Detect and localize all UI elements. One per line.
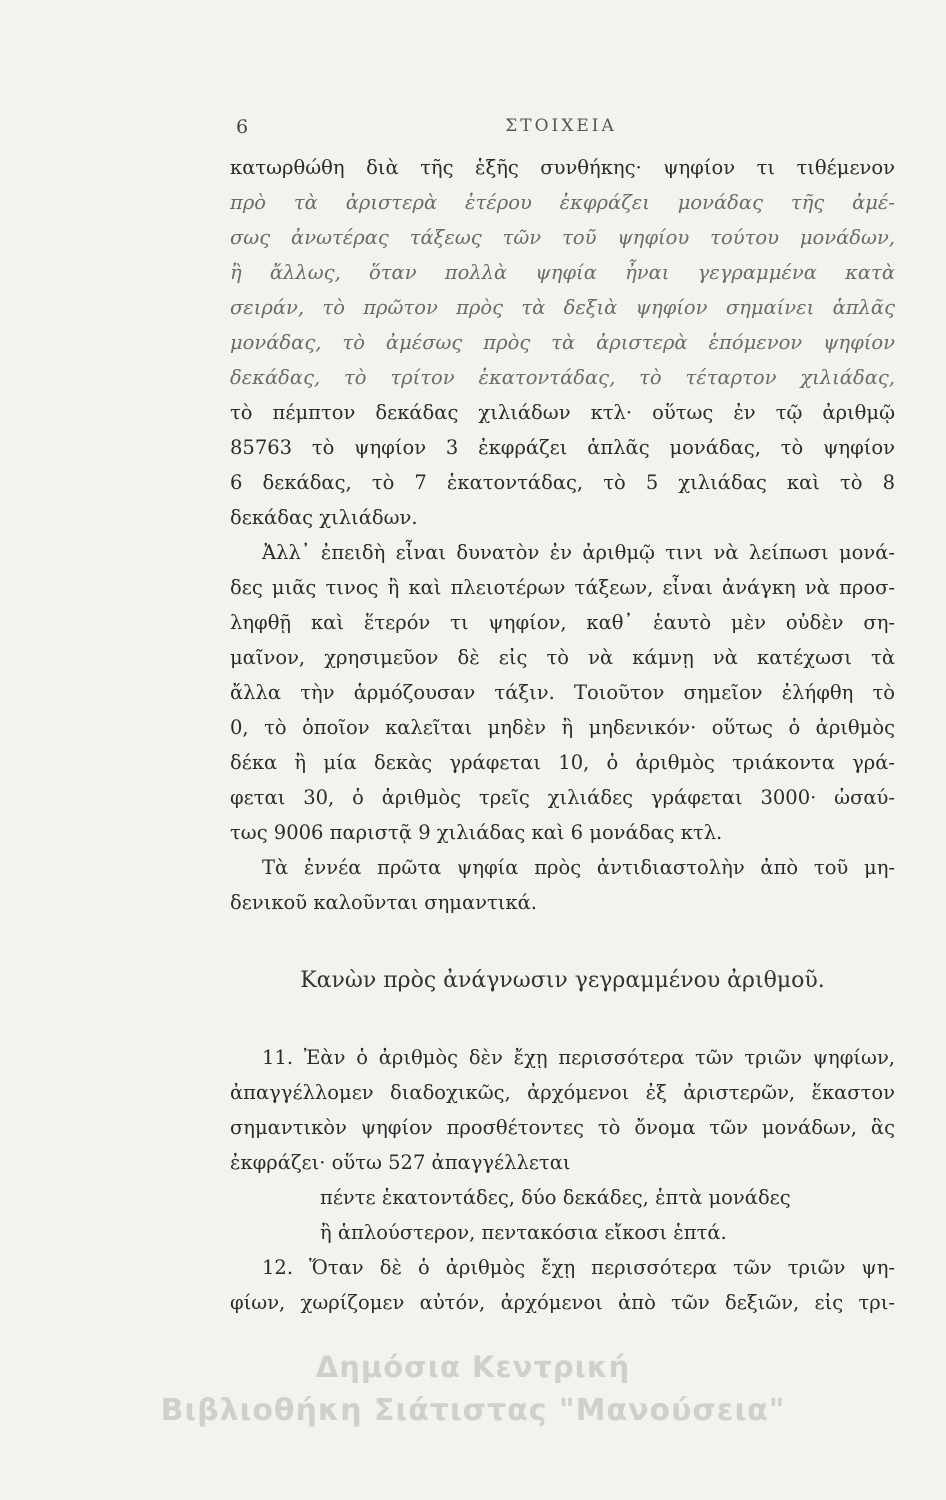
example-line: πέντε ἑκατοντάδες, δύο δεκάδες, ἑπτὰ μονάδες <box>320 1186 791 1209</box>
text-line: φίων, χωρίζομεν αὐτόν, ἀρχόμενοι ἀπὸ τῶν δεξιῶν, εἰς τρι- <box>230 1291 895 1314</box>
text-line: δεκάδας, τὸ τρίτον ἑκατοντάδας, τὸ τέταρτον χιλιάδας, <box>230 366 895 389</box>
text-line: 12. Ὅταν δὲ ὁ ἀριθμὸς ἔχῃ περισσότερα τῶν τριῶν ψη- <box>262 1256 895 1279</box>
text-line: τως 9006 παριστᾷ 9 χιλιάδας καὶ 6 μονάδας κτλ. <box>230 821 723 844</box>
paragraph-2 <box>230 535 895 850</box>
text-line: ἢ ἄλλως, ὅταν πολλὰ ψηφία ἦναι γεγραμμένα κατὰ <box>230 261 895 284</box>
paragraph-1 <box>230 150 895 535</box>
text-line: 11. Ἐὰν ὁ ἀριθμὸς δὲν ἔχῃ περισσότερα τῶν τριῶν ψηφίων, <box>262 1046 895 1069</box>
text-line: σειράν, τὸ πρῶτον πρὸς τὰ δεξιὰ ψηφίον σημαίνει ἁπλᾶς <box>230 296 895 319</box>
text-line: δενικοῦ καλοῦνται σημαντικά. <box>230 891 537 914</box>
text-line: Τὰ ἐννέα πρῶτα ψηφία πρὸς ἀντιδιαστολὴν ἀπὸ τοῦ μη- <box>262 856 895 879</box>
text-line: δεκάδας χιλιάδων. <box>230 506 418 529</box>
paragraph-11 <box>230 1040 895 1180</box>
paragraph-3 <box>230 850 895 920</box>
text-line: σημαντικὸν ψηφίον προσθέτοντες τὸ ὄνομα τῶν μονάδων, ἃς <box>230 1116 895 1139</box>
page-header <box>236 116 886 146</box>
text-line: Ἀλλ᾽ ἐπειδὴ εἶναι δυνατὸν ἐν ἀριθμῷ τινι νὰ λείπωσι μονά- <box>262 541 895 564</box>
section-text <box>230 1040 895 1320</box>
section-heading: Κανὼν πρὸς ἀνάγνωσιν γεγραμμένου ἀριθμοῦ. <box>300 968 825 993</box>
example-block <box>230 1180 895 1250</box>
text-line: δες μιᾶς τινος ἢ καὶ πλειοτέρων τάξεων, εἶναι ἀνάγκη νὰ προσ- <box>230 576 895 599</box>
text-line: κατωρθώθη διὰ τῆς ἑξῆς συνθήκης· ψηφίον τι τιθέμενον <box>230 156 895 179</box>
main-text <box>230 150 895 920</box>
text-line: 6 δεκάδας, τὸ 7 ἑκατοντάδας, τὸ 5 χιλιάδας καὶ τὸ 8 <box>230 471 895 494</box>
text-line: ἐκφράζει· οὕτω 527 ἀπαγγέλλεται <box>230 1151 571 1174</box>
text-line: δέκα ἢ μία δεκὰς γράφεται 10, ὁ ἀριθμὸς τριάκοντα γρά- <box>230 751 895 774</box>
text-line: μαῖνον, χρησιμεῦον δὲ εἰς τὸ νὰ κάμνῃ νὰ κατέχωσι τὰ <box>230 646 895 669</box>
text-line: 85763 τὸ ψηφίον 3 ἐκφράζει ἁπλᾶς μονάδας, τὸ ψηφίον <box>230 436 895 459</box>
text-line: τὸ πέμπτον δεκάδας χιλιάδων κτλ· οὕτως ἐν τῷ ἀριθμῷ <box>230 401 895 424</box>
library-watermark-line-2: Βιβλιοθήκη Σιάτιστας "Μανούσεια" <box>160 1393 786 1428</box>
paragraph-12 <box>230 1250 895 1320</box>
library-watermark-line-1: Δημόσια Κεντρική <box>315 1350 631 1384</box>
text-line: μονάδας, τὸ ἀμέσως πρὸς τὰ ἀριστερὰ ἑπόμενον ψηφίον <box>230 331 895 354</box>
text-line: ἄλλα τὴν ἁρμόζουσαν τάξιν. Τοιοῦτον σημεῖον ἐλήφθη τὸ <box>230 681 895 704</box>
text-line: φεται 30, ὁ ἀριθμὸς τρεῖς χιλιάδες γράφεται 3000· ὡσαύ- <box>230 786 895 809</box>
running-title: ΣΤΟΙΧΕΙΑ <box>505 116 617 136</box>
text-line: ληφθῇ καὶ ἕτερόν τι ψηφίον, καθ᾽ ἑαυτὸ μὲν οὐδὲν ση- <box>230 611 895 634</box>
text-line: ἀπαγγέλλομεν διαδοχικῶς, ἀρχόμενοι ἐξ ἀριστερῶν, ἕκαστον <box>230 1081 895 1104</box>
example-line: ἢ ἁπλούστερον, πεντακόσια εἴκοσι ἑπτά. <box>320 1221 727 1244</box>
text-line: σως ἀνωτέρας τάξεως τῶν τοῦ ψηφίου τούτου μονάδων, <box>230 226 895 249</box>
page-number: 6 <box>236 116 249 138</box>
text-line: 0, τὸ ὁποῖον καλεῖται μηδὲν ἢ μηδενικόν· οὕτως ὁ ἀριθμὸς <box>230 716 895 739</box>
text-line: πρὸ τὰ ἀριστερὰ ἑτέρου ἐκφράζει μονάδας τῆς ἀμέ- <box>230 191 895 214</box>
